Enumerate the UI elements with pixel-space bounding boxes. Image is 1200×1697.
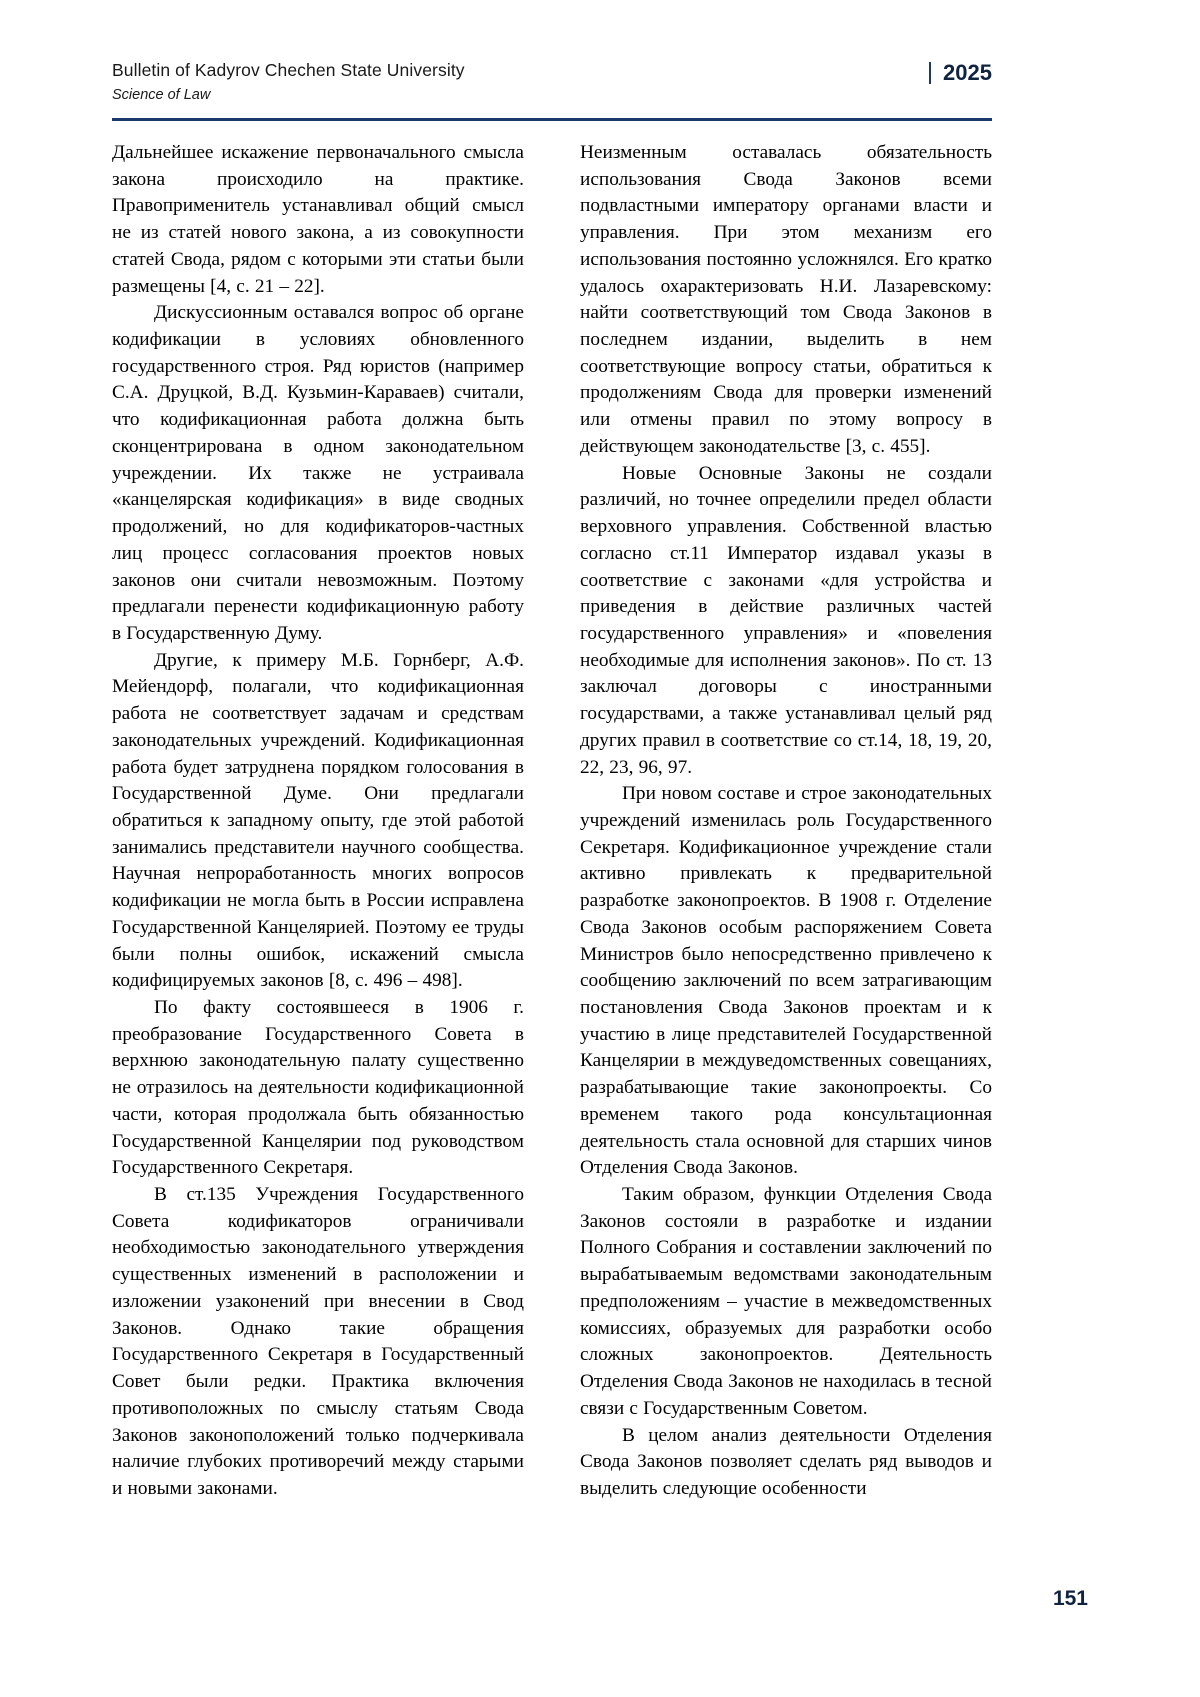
paragraph: При новом составе и строе законодательных учреждений изменилась роль Государственного Секретаря. Кодификационное учреждение стали активно привлекать к предварительной разработке законопроектов. В 1908 г. Отделение Свода Законов особым распоряжением Совета Министров было непосредственно привлечено к сообщению заключений по всем затрагивающим постановления Свода Законов проектам и к участию в лице представителей Государственной Канцелярии в междуведомственных совещаниях, разрабатывающие такие законопроекты. Со временем такого рода консультационная деятельность стала основной для старших чинов Отделения Свода Законов. <box>580 783 992 1179</box>
paragraph: Дальнейшее искажение первоначального смысла закона происходило на практике. Правоприменитель устанавливал общий смысл не из статей нового закона, а из совокупности статей Свода, рядом с которыми эти статьи были размещены [4, с. 21 – 22]. <box>112 142 524 297</box>
header-divider-bar <box>929 62 931 84</box>
journal-section: Science of Law <box>112 86 211 103</box>
header-rule <box>112 118 992 121</box>
header-year: 2025 <box>943 60 992 85</box>
paragraph: По факту состоявшееся в 1906 г. преобразование Государственного Совета в верхнюю законодательную палату существенно не отразилось на деятельности кодификационной части, которая продолжала быть обязанностью Государственной Канцелярии под руководством Государственного Секретаря. <box>112 997 524 1179</box>
page-number: 151 <box>1052 1587 1088 1610</box>
paragraph: Таким образом, функции Отделения Свода Законов состояли в разработке и издании Полного Собрания и составлении заключений по вырабатываемым ведомствами законодательным предположениям – участие в межведомственных комиссиях, образуемых для разработки особо сложных законопроектов. Деятельность Отделения Свода Законов не находилась в тесной связи с Государственным Советом. <box>580 1184 992 1419</box>
journal-title: Bulletin of Kadyrov Chechen State University <box>112 60 465 80</box>
page-header <box>112 60 992 116</box>
article-body <box>112 140 992 1503</box>
paragraph: Другие, к примеру М.Б. Горнберг, А.Ф. Мейендорф, полагали, что кодификационная работа не соответствует задачам и средствам законодательных учреждений. Кодификационная работа будет затруднена порядком голосования в Государственной Думе. Они предлагали обратиться к западному опыту, где этой работой занимались представители научного сообщества. Научная непроработанность многих вопросов кодификации не могла быть в России исправлена Государственной Канцелярией. Поэтому ее труды были полны ошибок, искажений смысла кодифицируемых законов [8, с. 496 – 498]. <box>112 649 524 992</box>
paragraph: Новые Основные Законы не создали различий, но точнее определили предел области верховного управления. Собственной властью согласно ст.11 Император издавал указы в соответствие с законами «для устройства и приведения в действие различных частей государственного управления» и «повеления необходимые для исполнения законов». По ст. 13 заключал договоры с иностранными государствами, а также устанавливал целый ряд других правил в соответствие со ст.14, 18, 19, 20, 22, 23, 96, 97. <box>580 462 992 778</box>
left-column <box>112 140 524 1503</box>
paragraph: Неизменным оставалась обязательность использования Свода Законов всеми подвластными императору органами власти и управления. При этом механизм его использования постоянно усложнялся. Его кратко удалось охарактеризовать Н.И. Лазаревскому: найти соответствующий том Свода Законов в последнем издании, выделить в нем соответствующие вопросу статьи, обратиться к продолжениям Свода для проверки изменений или отмены правил по этому вопросу в действующем законодательстве [3, с. 455]. <box>580 142 992 457</box>
paragraph: В целом анализ деятельности Отделения Свода Законов позволяет сделать ряд выводов и выделить следующие особенности <box>580 1424 992 1499</box>
paragraph: В ст.135 Учреждения Государственного Совета кодификаторов ограничивали необходимостью законодательного утверждения существенных изменений в расположении и изложении узаконений при внесении в Свод Законов. Однако такие обращения Государственного Секретаря в Государственный Совет были редки. Практика включения противоположных по смыслу статьям Свода Законов законоположений только подчеркивала наличие глубоких противоречий между старыми и новыми законами. <box>112 1184 524 1499</box>
header-year-block <box>929 60 992 86</box>
paragraph: Дискуссионным оставался вопрос об органе кодификации в условиях обновленного государственного строя. Ряд юристов (например С.А. Друцкой, В.Д. Кузьмин-Караваев) считали, что кодификационная работа должна быть сконцентрирована в одном законодательном учреждении. Их также не устраивала «канцелярская кодификация» в виде сводных продолжений, но для кодификаторов-частных лиц процесс согласования проектов новых законов они считали невозможным. Поэтому предлагали перенести кодификационную работу в Государственную Думу. <box>112 302 524 644</box>
header-journal-info <box>112 60 732 104</box>
right-column <box>580 140 992 1503</box>
